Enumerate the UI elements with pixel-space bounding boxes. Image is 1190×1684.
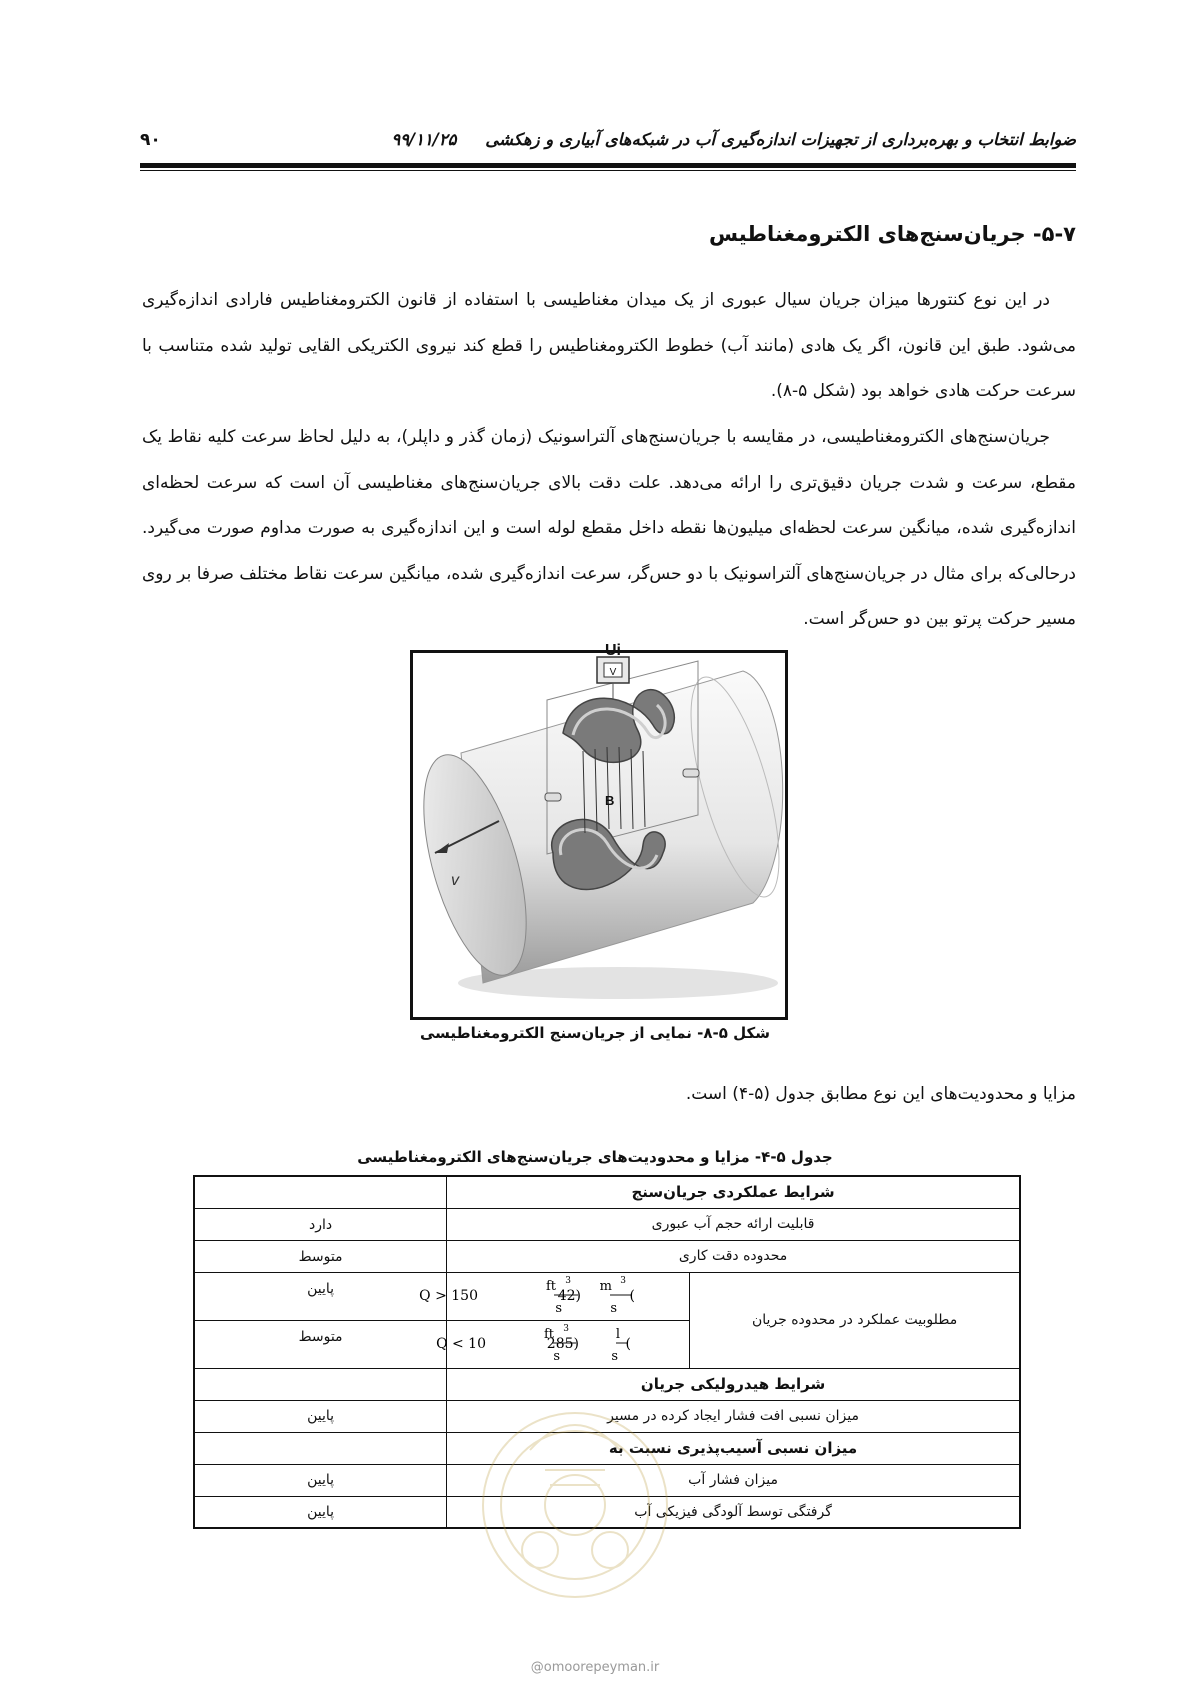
table-row [194,1240,1020,1272]
table-row [194,1464,1020,1496]
header-date: ۹۹/۱۱/۲۵ [391,130,457,149]
paragraph-2: جریان‌سنج‌های الکترومغناطیسی، در مقایسه با جریان‌سنج‌های آلتراسونیک (زمان گذر و داپلر)، به دلیل لحاظ سرعت کلیه نقاط یک مقطع، سرعت و شدت جریان دقیق‌تری را ارائه می‌دهد. علت دقت بالای جریان‌سنج‌های مغناطیسی آن است که سرعت لحظه‌ای اندازه‌گیری شده، میانگین سرعت لحظه‌ای میلیون‌ها نقطه داخل مقطع لوله است و این اندازه‌گیری به صورت مداوم صورت می‌گیرد. درحالی‌که برای مثال در جریان‌سنج‌های آلتراسونیک با دو حس‌گر، سرعت اندازه‌گیری شده، میانگین سرعت نقاط مختلف صرفا بر روی مسیر حرکت پرتو بین دو حس‌گر است. [142,427,1076,629]
empty-cell [194,1368,447,1400]
value-cell: پایین [194,1464,447,1496]
value-cell: پایین [194,1496,447,1528]
svg-text:s: s [553,1349,561,1364]
svg-text:3: 3 [563,1324,570,1334]
velocity-label: v [451,872,459,889]
formula-cell [436,1320,690,1368]
table-row [194,1496,1020,1528]
table-section-row [194,1368,1020,1400]
flowmeter-figure [410,642,788,1020]
figure-caption: شکل ۵-۸- نمایی از جریان‌سنج الکترومغناطیسی [419,1024,771,1042]
field-label: B [605,793,615,808]
table-caption: جدول ۵-۴- مزایا و محدودیت‌های جریان‌سنج‌های الکترومغناطیسی [357,1148,833,1166]
header-rule-thick [140,163,1076,168]
value-cell: دارد [194,1208,447,1240]
table-row [194,1272,1020,1320]
feature-cell: محدوده دقت کاری [447,1240,1020,1272]
value-cell: پایین [194,1400,447,1432]
section-label-performance: شرایط عملکردی جریان‌سنج [447,1176,1020,1208]
svg-text:Q > 150: Q > 150 [419,1288,479,1304]
header-rule-thin [140,170,1076,171]
voltmeter-label: V [609,667,617,678]
svg-text:3: 3 [620,1276,627,1286]
svg-text:ft: ft [544,1327,555,1342]
running-header [140,128,1076,160]
value-cell: متوسط [194,1240,447,1272]
page-number: ۹۰ [140,130,161,150]
table-section-row [194,1432,1020,1464]
section-label-vulnerability: میزان نسبی آسیب‌پذیری نسبت به [447,1432,1020,1464]
watermark-site-text: omoorepeyman.ir [543,1660,660,1675]
svg-text:s: s [610,1301,618,1316]
svg-text:(42: (42 [557,1288,582,1304]
table-row [194,1400,1020,1432]
svg-text:): ) [629,1288,636,1304]
feature-cell: میزان نسبی افت فشار ایجاد کرده در مسیر [447,1400,1020,1432]
svg-text:s: s [611,1349,619,1364]
formula-low-flow [436,1321,668,1367]
svg-text:m: m [599,1279,613,1294]
advantages-table [193,1175,1021,1529]
section-label-hydraulic: شرایط هیدرولیکی جریان [447,1368,1020,1400]
formula-high-flow [419,1273,668,1319]
header-title-text: ضوابط انتخاب و بهره‌برداری از تجهیزات اندازه‌گیری آب در شبکه‌های آبیاری و زهکشی [485,130,1076,149]
svg-text:): ) [625,1336,632,1352]
empty-cell [194,1432,447,1464]
svg-text:s: s [555,1301,563,1316]
svg-text:(285: (285 [546,1336,580,1352]
section-heading: ۵-۷- جریان‌سنج‌های الکترومغناطیس [709,222,1076,246]
table-row [194,1208,1020,1240]
empty-cell [194,1176,447,1208]
svg-text:l: l [616,1327,621,1342]
svg-text:Q < 10: Q < 10 [436,1336,487,1352]
watermark-site: @omoorepeyman.ir [530,1660,660,1675]
header-title [391,130,1076,149]
electromagnetic-flowmeter-illustration [413,642,785,1017]
table-section-row [194,1176,1020,1208]
svg-text:3: 3 [565,1276,572,1286]
svg-text:ft: ft [546,1279,557,1294]
ui-label: Ui [605,642,621,659]
feature-cell: مطلوبیت عملکرد در محدوده جریان [690,1272,1020,1368]
feature-cell: گرفتگی توسط آلودگی فیزیکی آب [447,1496,1020,1528]
formula-cell [419,1272,690,1320]
feature-cell: میزان فشار آب [447,1464,1020,1496]
paragraph-1: در این نوع کنتورها میزان جریان سیال عبوری از یک میدان مغناطیسی با استفاده از قانون الکترومغناطیس فارادی اندازه‌گیری می‌شود. طبق این قانون، اگر یک هادی (مانند آب) خطوط الکترومغناطیس را قطع کند نیروی الکتریکی القایی تولید شده متناسب با سرعت حرکت هادی خواهد بود (شکل ۵-۸). [142,290,1076,401]
table-intro: مزایا و محدودیت‌های این نوع مطابق جدول (۵-۴) است. [685,1084,1076,1104]
value-cell: پایین [194,1272,447,1320]
value-cell: متوسط [194,1320,447,1368]
feature-cell: قابلیت ارائه حجم آب عبوری [447,1208,1020,1240]
